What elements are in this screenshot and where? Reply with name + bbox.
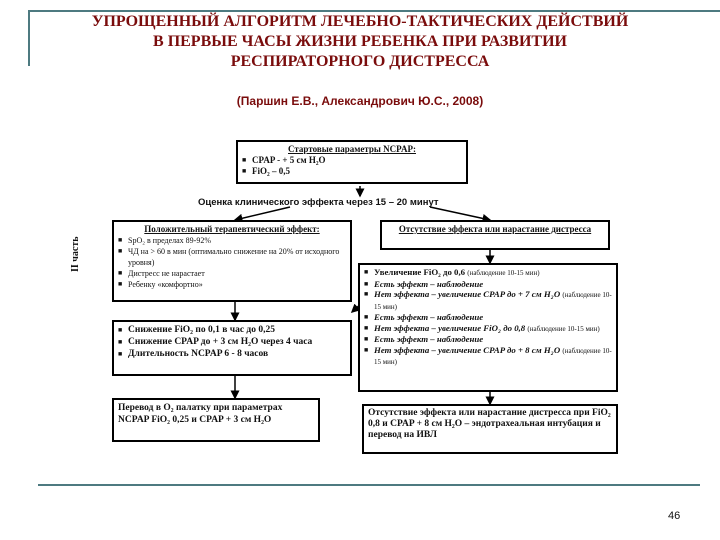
arrow-assessment-to-positive bbox=[235, 207, 290, 220]
escalation-step-4: ■ Есть эффект – наблюдение bbox=[364, 312, 612, 323]
negative-box-head: Отсутствие эффекта или нарастание дистресса bbox=[398, 224, 592, 234]
escalation-step-1: ■ Увеличение FiO₂ до 0,6 (наблюдение 10-15 мин) bbox=[364, 267, 612, 279]
escalation-step-6: ■ Есть эффект – наблюдение bbox=[364, 334, 612, 345]
start-parameters-box bbox=[236, 140, 468, 184]
positive-item-distress: ■ Дистресс не нарастает bbox=[118, 268, 346, 279]
wean-item-duration: ■ Длительность NCPAP 6 - 8 часов bbox=[118, 348, 346, 360]
escalation-step-2: ■ Есть эффект – наблюдение bbox=[364, 279, 612, 290]
arrow-assessment-to-negative bbox=[430, 207, 490, 220]
start-item-cpap: ■ CPAP - + 5 см H₂O bbox=[242, 155, 462, 166]
start-item-fio2: ■ FiO₂ – 0,5 bbox=[242, 166, 462, 177]
page-number: 46 bbox=[668, 510, 681, 522]
transfer-text: Перевод в О₂ палатку при параметрах NCPAP FiO₂ 0,25 и CPAP + 3 см H₂O bbox=[118, 403, 283, 425]
intubation-box bbox=[362, 404, 618, 454]
weaning-box bbox=[112, 320, 352, 376]
positive-box-head: Положительный терапевтический эффект: bbox=[144, 224, 320, 234]
escalation-step-7: ■ Нет эффекта – увеличение CPAP до + 8 см H₂O (наблюдение 10-15 мин) bbox=[364, 345, 612, 368]
positive-item-rr: ■ ЧД на > 60 в мин (оптимально снижение на 20% от исходного уровня) bbox=[118, 246, 346, 268]
transfer-box bbox=[112, 398, 320, 442]
escalation-step-3: ■ Нет эффекта – увеличение CPAP до + 7 см H₂O (наблюдение 10-15 мин) bbox=[364, 289, 612, 312]
title-line-3: РЕСПИРАТОРНОГО ДИСТРЕССА bbox=[230, 53, 490, 70]
wean-item-fio2: ■ Снижение FiO₂ по 0,1 в час до 0,25 bbox=[118, 324, 346, 336]
negative-effect-box bbox=[380, 220, 610, 250]
positive-item-comfort: ■ Ребенку «комфортно» bbox=[118, 279, 346, 290]
positive-item-spo2: ■ SpO₂ в пределах 89-92% bbox=[118, 235, 346, 246]
escalation-box bbox=[358, 263, 618, 392]
positive-effect-box bbox=[112, 220, 352, 302]
wean-item-cpap: ■ Снижение CPAP до + 3 см H₂O через 4 часа bbox=[118, 336, 346, 348]
title-line-1: УПРОЩЕННЫЙ АЛГОРИТМ ЛЕЧЕБНО-ТАКТИЧЕСКИХ ДЕЙСТВИЙ bbox=[91, 13, 629, 30]
side-label: II часть bbox=[70, 236, 81, 272]
intubation-text: Отсутствие эффекта или нарастание дистресса при FiO₂ 0,8 и CPAP + 8 см H₂O – эндотрахеальная интубация и перевод на ИВЛ bbox=[368, 408, 611, 440]
start-box-head: Стартовые параметры NCPAP: bbox=[288, 144, 416, 154]
assessment-label: Оценка клинического эффекта через 15 – 20 минут bbox=[198, 197, 439, 208]
title-line-2: В ПЕРВЫЕ ЧАСЫ ЖИЗНИ РЕБЕНКА ПРИ РАЗВИТИИ bbox=[153, 33, 567, 50]
escalation-step-5: ■ Нет эффекта – увеличение FiO₂ до 0,8 (наблюдение 10-15 мин) bbox=[364, 323, 612, 335]
page-subtitle: (Паршин Е.В., Александрович Ю.С., 2008) bbox=[236, 94, 484, 108]
